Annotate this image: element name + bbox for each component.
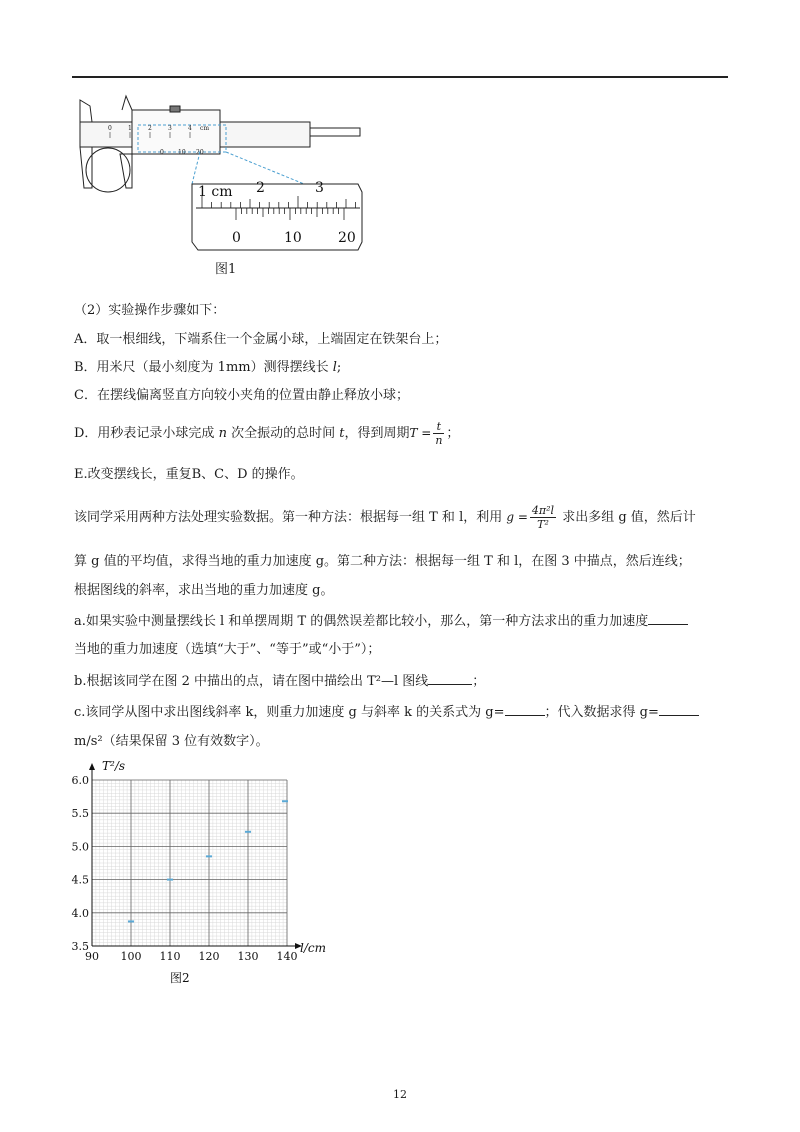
vernier-label-0: 0 <box>160 149 164 156</box>
data-point <box>282 800 288 802</box>
vernier-label-10: 10 <box>178 149 186 156</box>
zoom-main-label-3: 3 <box>315 180 324 196</box>
question-a-text: a.如果实验中测量摆线长 l 和单摆周期 T 的偶然误差都比较小，那么，第一种方法求出的重力加速度 <box>74 614 649 629</box>
x-tick-label: 120 <box>198 950 220 963</box>
answer-blank-a[interactable] <box>648 612 688 625</box>
vernier-label-20: 20 <box>196 149 204 156</box>
question-a-line1 <box>74 612 688 631</box>
answer-blank-c1[interactable] <box>505 703 545 716</box>
question-c-text: c.该同学从图中求出图线斜率 k，则重力加速度 g 与斜率 k 的关系式为 g= <box>74 705 505 720</box>
g-denominator: T² <box>537 518 549 531</box>
header-rule <box>72 76 728 78</box>
main-label-2: 2 <box>148 125 152 132</box>
step-b-end: ; <box>336 360 342 375</box>
question-b <box>74 672 485 691</box>
zoom-main-label-2: 2 <box>256 180 265 196</box>
t2-l-chart <box>62 758 342 988</box>
period-denominator: n <box>435 434 443 447</box>
y-axis-label: T²/s <box>102 759 126 773</box>
y-axis-arrow <box>89 763 95 770</box>
x-tick-label: 110 <box>159 950 181 963</box>
period-numerator: t <box>433 420 444 434</box>
step-b-var: l <box>332 360 337 375</box>
y-tick-label: 4.0 <box>71 906 89 920</box>
main-label-0: 0 <box>108 125 112 132</box>
answer-blank-c2[interactable] <box>659 703 699 716</box>
main-label-4: 4 <box>188 125 192 132</box>
step-d-mid: 次全振动的总时间 <box>226 426 340 441</box>
page-number: 12 <box>393 1088 407 1101</box>
data-point <box>206 855 212 857</box>
step-a: A．取一根细线，下端系住一个金属小球，上端固定在铁架台上； <box>74 332 448 347</box>
para2: 算 g 值的平均值，求得当地的重力加速度 g。第二种方法：根据每一组 T 和 l，在图 3 中描点，然后连线； <box>74 554 691 569</box>
main-label-3: 3 <box>168 125 172 132</box>
step-d-end: ； <box>446 426 460 441</box>
para3: 根据图线的斜率，求出当地的重力加速度 g。 <box>74 583 334 598</box>
zoom-vernier-label-0: 0 <box>232 230 241 246</box>
step-c: C．在摆线偏离竖直方向较小夹角的位置由静止释放小球； <box>74 388 409 403</box>
step-d <box>74 416 459 451</box>
para1-end: 求出多组 g 值，然后计 <box>558 510 696 525</box>
step-intro: （2）实验操作步骤如下： <box>74 303 226 318</box>
question-c-unit: m/s²（结果保留 3 位有效数字）。 <box>74 734 269 749</box>
data-point <box>245 831 251 833</box>
period-fraction <box>433 420 444 447</box>
step-d-post: ，得到周期 <box>344 426 410 441</box>
x-tick-label: 130 <box>237 950 259 963</box>
step-e: E.改变摆线长，重复B、C、D 的操作。 <box>74 467 304 482</box>
g-fraction <box>530 504 556 531</box>
y-tick-label: 5.0 <box>71 840 89 854</box>
vernier-caliper-figure <box>70 92 370 282</box>
period-formula-lhs: T = <box>409 426 432 440</box>
step-d-t: t <box>339 426 345 441</box>
zoom-main-label-1cm: 1 cm <box>198 184 233 200</box>
y-tick-label: 5.5 <box>71 807 89 821</box>
data-point <box>167 879 173 881</box>
step-b-text: B．用米尺（最小刻度为 1mm）测得摆线长 <box>74 360 333 375</box>
para1 <box>74 500 696 535</box>
question-c-mid: ；代入数据求得 g= <box>544 705 659 720</box>
step-d-n: n <box>218 426 227 441</box>
g-numerator: 4π²l <box>531 504 555 517</box>
answer-blank-b[interactable] <box>428 672 472 685</box>
question-b-text: b.根据该同学在图 2 中描出的点，请在图中描绘出 T²—l 图线 <box>74 674 429 689</box>
para1-text: 该同学采用两种方法处理实验数据。第一种方法：根据每一组 T 和 l，利用 <box>74 510 507 525</box>
zoom-vernier-label-20: 20 <box>338 230 356 246</box>
main-label-1: 1 <box>128 125 132 132</box>
question-a-line2: 当地的重力加速度（选填“大于”、“等于”或“小于”）； <box>74 642 381 657</box>
x-tick-label: 100 <box>120 950 142 963</box>
main-label-unit: cm <box>200 125 210 132</box>
g-formula-lhs: g = <box>506 510 528 524</box>
zoom-vernier-label-10: 10 <box>284 230 302 246</box>
question-b-end: ； <box>472 674 486 689</box>
step-d-text: D．用秒表记录小球完成 <box>74 426 219 441</box>
y-tick-label: 6.0 <box>71 774 89 787</box>
y-tick-label: 3.5 <box>71 940 89 953</box>
y-tick-label: 4.5 <box>71 873 89 887</box>
x-axis-label: l/cm <box>300 941 326 955</box>
data-point <box>128 920 134 922</box>
x-tick-label: 140 <box>276 950 298 963</box>
step-b <box>74 359 341 377</box>
figure2-caption: 图2 <box>170 971 190 985</box>
figure1-caption: 图1 <box>215 262 237 277</box>
question-c <box>74 703 699 722</box>
x-tick-label: 90 <box>85 950 99 963</box>
